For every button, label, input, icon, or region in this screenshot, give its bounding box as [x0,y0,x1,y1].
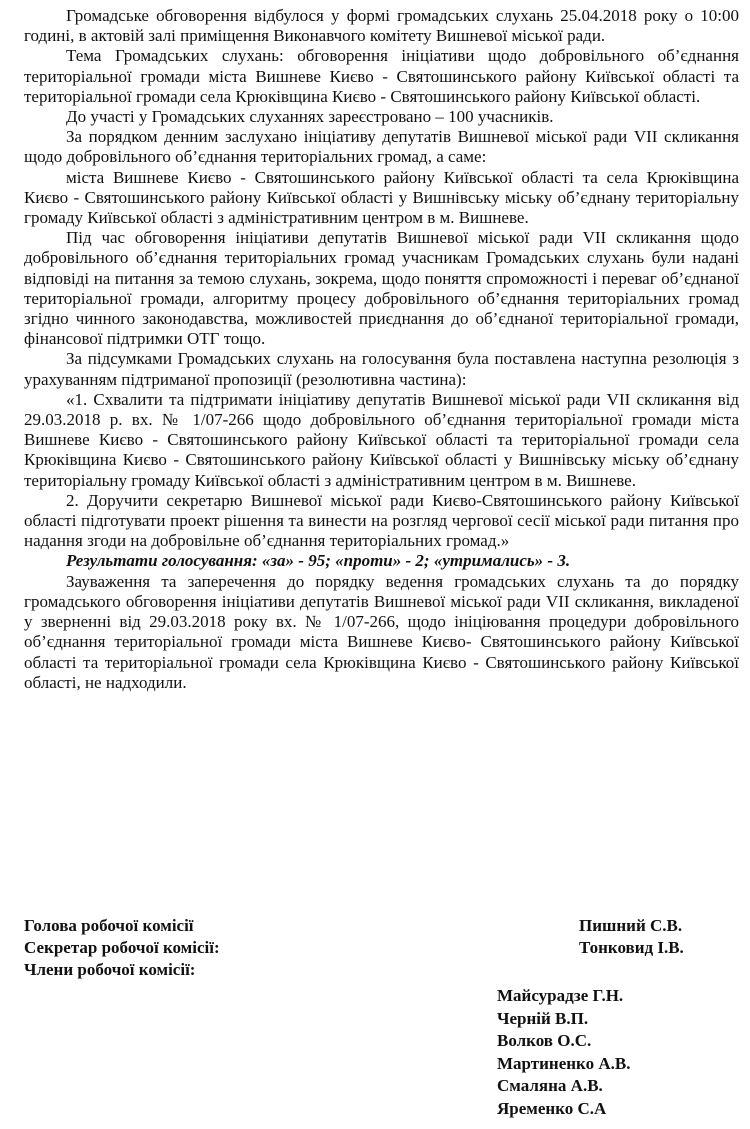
member-name: Яременко С.А [497,1098,607,1118]
document-body [24,6,739,693]
chair-label: Голова робочої комісії [24,916,194,935]
member-name: Черній В.П. [497,1008,589,1028]
paragraph-resolution-item-2: 2. Доручити секретарю Вишневої міської ради Києво-Святошинського району Київської області підготувати проект рішення та винести на розгляд чергової сесії міської ради питання про надання згоди на добровільне об’єднання територіальних громад.» [24,490,739,551]
member-name: Мартиненко А.В. [497,1053,631,1073]
member-name: Волков О.С. [497,1031,592,1051]
signature-row-members [24,960,739,982]
secretary-name: Тонковид І.В. [579,938,684,957]
member-name: Смаляна А.В. [497,1076,603,1096]
members-list [497,986,631,1122]
paragraph-topic: Тема Громадських слухань: обговорення ініціативи щодо добровільного об’єднання територіальної громади міста Вишневе Києво - Святошинського району Київської області та територіальної громади села Крюківщина Києво - Святошинського району Київської області. [24,46,739,106]
signature-row-secretary [24,938,739,960]
members-label: Члени робочої комісії: [24,960,196,979]
secretary-label: Секретар робочої комісії: [24,938,220,957]
paragraph-agenda-detail: міста Вишневе Києво - Святошинського району Київської області та села Крюківщина Києво - Святошинського району Київської області у Вишнівську міську об’єднану територіальну громаду Київської області з адміністративним центром в м. Вишневе. [24,167,739,228]
paragraph-participants: До участі у Громадських слуханнях зареєстровано – 100 учасників. [66,107,554,127]
chair-name: Пишний С.В. [579,916,683,935]
paragraph-hearing-info: Громадське обговорення відбулося у формі громадських слухань 25.04.2018 року о 10:00 годині, в актовій залі приміщення Виконавчого комітету Вишневої міської ради. [24,6,739,46]
signature-row-chair [24,916,739,938]
paragraph-agenda: За порядком денним заслухано ініціативу депутатів Вишневої міської ради VII скликання щодо добровільного об’єднання територіальних громад, а саме: [24,127,739,167]
paragraph-resolution-item-1: «1. Схвалити та підтримати ініціативу депутатів Вишневої міської ради VII скликання від 29.03.2018 р. вх. № 1/07-266 щодо добровільного об’єднання територіальної громади міста Вишневе Києво - Святошинського району Київської області та територіальної громади села Крюківщина Києво - Святошинського району Київської області у Вишнівську міську об’єднану територіальну громаду Київської області з адміністративним центром в м. Вишневе. [24,389,739,490]
paragraph-discussion: Під час обговорення ініціативи депутатів Вишневої міської ради VII скликання щодо добровільного об’єднання територіальних громад учасникам Громадських слухань були надані відповіді на питання за темою слухань, зокрема, щодо поняття спроможності і переваг об’єднаної територіальної громади, алгоритму процесу добровільного об’єднання територіальних громад згідно чинного законодавства, можливостей приєднання до об’єднаної територіальної громади, фінансової підтримки ОТГ тощо. [24,228,739,349]
paragraph-resolution-intro: За підсумками Громадських слухань на голосування була поставлена наступна резолюція з урахуванням підтриманої пропозиції (резолютивна частина): [24,349,739,389]
paragraph-closing: Зауваження та заперечення до порядку ведення громадських слухань та до порядку громадського обговорення ініціативи депутатів Вишневої міської ради VII скликання, викладеної у зверненні від 29.03.2018 року вх. № 1/07-266, щодо ініціювання процедури добровільного об’єднання територіальної громади міста Вишневе Києво- Святошинського району Київської області та територіальної громади села Крюківщина Києво - Святошинського району Київської області, не надходили. [24,571,739,692]
signature-block [24,916,739,982]
member-name: Майсурадзе Г.Н. [497,986,624,1005]
voting-result: Результати голосування: «за» - 95; «проти» - 2; «утримались» - 3. [66,551,571,571]
